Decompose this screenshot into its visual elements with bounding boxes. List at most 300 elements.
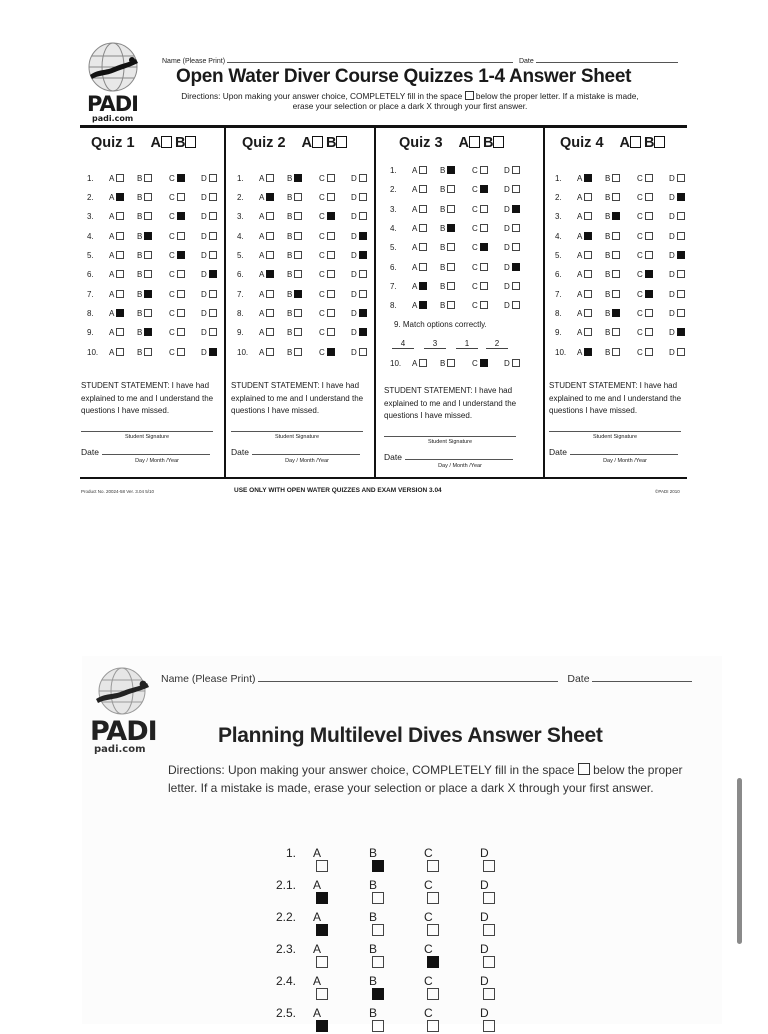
answer-checkbox[interactable] bbox=[427, 860, 439, 872]
answer-checkbox[interactable] bbox=[144, 290, 152, 298]
option-a bbox=[259, 212, 274, 221]
option-letter: D bbox=[504, 205, 510, 214]
answer-checkbox[interactable] bbox=[419, 359, 427, 367]
answer-checkbox[interactable] bbox=[144, 212, 152, 220]
answer-checkbox[interactable] bbox=[266, 309, 274, 317]
answer-checkbox[interactable] bbox=[512, 224, 520, 232]
answer-checkbox[interactable] bbox=[177, 174, 185, 182]
question-number: 4. bbox=[237, 232, 244, 241]
option-letter: C bbox=[169, 270, 175, 279]
answer-checkbox[interactable] bbox=[266, 270, 274, 278]
answer-checkbox[interactable] bbox=[447, 359, 455, 367]
form-a-checkbox[interactable] bbox=[630, 136, 641, 148]
answer-checkbox[interactable] bbox=[359, 251, 367, 259]
date-input-line[interactable] bbox=[102, 447, 210, 455]
option-b bbox=[605, 174, 620, 183]
question-number: 3. bbox=[555, 212, 562, 221]
answer-checkbox[interactable] bbox=[584, 251, 592, 259]
option-letter: D bbox=[351, 290, 357, 299]
answer-checkbox[interactable] bbox=[480, 205, 488, 213]
option-a bbox=[259, 174, 274, 183]
answer-checkbox[interactable] bbox=[177, 212, 185, 220]
answer-checkbox[interactable] bbox=[512, 166, 520, 174]
answer-checkbox[interactable] bbox=[612, 270, 620, 278]
answer-checkbox[interactable] bbox=[294, 290, 302, 298]
answer-checkbox[interactable] bbox=[645, 270, 653, 278]
answer-checkbox[interactable] bbox=[359, 193, 367, 201]
answer-checkbox[interactable] bbox=[483, 924, 495, 936]
answer-checkbox[interactable] bbox=[645, 251, 653, 259]
signature-line[interactable] bbox=[549, 431, 681, 432]
signature-line[interactable] bbox=[231, 431, 363, 432]
option-letter: B bbox=[137, 251, 143, 260]
answer-checkbox[interactable] bbox=[427, 988, 439, 1000]
answer-checkbox[interactable] bbox=[584, 309, 592, 317]
option-a bbox=[577, 174, 592, 183]
answer-checkbox[interactable] bbox=[645, 193, 653, 201]
option-b bbox=[440, 166, 455, 175]
answer-checkbox[interactable] bbox=[645, 212, 653, 220]
option-letter: D bbox=[201, 212, 207, 221]
option-b bbox=[605, 328, 620, 337]
answer-checkbox[interactable] bbox=[294, 212, 302, 220]
answer-checkbox[interactable] bbox=[209, 212, 217, 220]
answer-checkbox[interactable] bbox=[612, 309, 620, 317]
option-letter: C bbox=[319, 328, 325, 337]
answer-checkbox[interactable] bbox=[209, 348, 217, 356]
option-c bbox=[319, 290, 335, 299]
answer-checkbox[interactable] bbox=[612, 251, 620, 259]
option-letter: A bbox=[577, 251, 583, 260]
option-d bbox=[201, 290, 217, 299]
answer-checkbox[interactable] bbox=[645, 232, 653, 240]
option-a bbox=[109, 232, 124, 241]
answer-checkbox[interactable] bbox=[419, 205, 427, 213]
option-letter: C bbox=[169, 174, 175, 183]
answer-checkbox[interactable] bbox=[209, 251, 217, 259]
answer-checkbox[interactable] bbox=[512, 243, 520, 251]
answer-checkbox[interactable] bbox=[447, 263, 455, 271]
answer-checkbox[interactable] bbox=[327, 232, 335, 240]
answer-checkbox[interactable] bbox=[116, 270, 124, 278]
option-b bbox=[369, 1006, 384, 1034]
answer-checkbox[interactable] bbox=[144, 232, 152, 240]
answer-checkbox[interactable] bbox=[294, 251, 302, 259]
answer-checkbox[interactable] bbox=[359, 174, 367, 182]
option-letter: D bbox=[669, 290, 675, 299]
answer-checkbox[interactable] bbox=[419, 301, 427, 309]
answer-checkbox[interactable] bbox=[612, 174, 620, 182]
answer-checkbox[interactable] bbox=[209, 290, 217, 298]
option-a bbox=[259, 309, 274, 318]
answer-checkbox[interactable] bbox=[294, 193, 302, 201]
date-input-line[interactable] bbox=[570, 447, 678, 455]
answer-checkbox[interactable] bbox=[419, 243, 427, 251]
option-letter: A bbox=[109, 212, 115, 221]
answer-checkbox[interactable] bbox=[294, 309, 302, 317]
column-divider bbox=[374, 128, 376, 477]
answer-checkbox[interactable] bbox=[612, 232, 620, 240]
answer-checkbox[interactable] bbox=[327, 174, 335, 182]
answer-checkbox[interactable] bbox=[480, 301, 488, 309]
answer-checkbox[interactable] bbox=[209, 193, 217, 201]
option-letter: C bbox=[637, 212, 643, 221]
option-d bbox=[669, 328, 685, 337]
answer-checkbox[interactable] bbox=[116, 232, 124, 240]
answer-checkbox[interactable] bbox=[512, 205, 520, 213]
option-letter: A bbox=[109, 328, 115, 337]
form-version-b[interactable] bbox=[644, 135, 668, 151]
answer-checkbox[interactable] bbox=[209, 174, 217, 182]
date-input-line[interactable] bbox=[536, 55, 678, 63]
answer-checkbox[interactable] bbox=[359, 309, 367, 317]
answer-checkbox[interactable] bbox=[144, 309, 152, 317]
answer-checkbox[interactable] bbox=[372, 860, 384, 872]
answer-checkbox[interactable] bbox=[427, 1020, 439, 1032]
answer-checkbox[interactable] bbox=[612, 212, 620, 220]
answer-checkbox[interactable] bbox=[294, 174, 302, 182]
question-number: 5. bbox=[237, 251, 244, 260]
answer-checkbox[interactable] bbox=[327, 270, 335, 278]
question-number: 5. bbox=[555, 251, 562, 260]
question-number: 6. bbox=[87, 270, 94, 279]
answer-checkbox[interactable] bbox=[359, 328, 367, 336]
form-b-checkbox[interactable] bbox=[185, 136, 196, 148]
answer-checkbox[interactable] bbox=[359, 212, 367, 220]
answer-checkbox[interactable] bbox=[612, 290, 620, 298]
answer-checkbox[interactable] bbox=[447, 224, 455, 232]
option-b bbox=[287, 290, 302, 299]
answer-checkbox[interactable] bbox=[372, 924, 384, 936]
answer-checkbox[interactable] bbox=[480, 224, 488, 232]
answer-checkbox[interactable] bbox=[359, 348, 367, 356]
answer-checkbox[interactable] bbox=[116, 193, 124, 201]
answer-checkbox[interactable] bbox=[645, 348, 653, 356]
question-number: 5. bbox=[390, 243, 397, 252]
answer-checkbox[interactable] bbox=[584, 232, 592, 240]
answer-checkbox[interactable] bbox=[177, 328, 185, 336]
option-letter: A bbox=[412, 359, 418, 368]
answer-checkbox[interactable] bbox=[294, 270, 302, 278]
answer-checkbox[interactable] bbox=[480, 282, 488, 290]
answer-checkbox[interactable] bbox=[177, 309, 185, 317]
signature-line[interactable] bbox=[81, 431, 213, 432]
date-input-line[interactable] bbox=[592, 671, 692, 682]
form-version-b[interactable] bbox=[175, 135, 199, 151]
date-input-line[interactable] bbox=[405, 452, 513, 460]
form-a-checkbox[interactable] bbox=[161, 136, 172, 148]
answer-checkbox[interactable] bbox=[177, 232, 185, 240]
answer-checkbox[interactable] bbox=[677, 290, 685, 298]
answer-checkbox[interactable] bbox=[480, 243, 488, 251]
answer-checkbox[interactable] bbox=[645, 328, 653, 336]
answer-checkbox[interactable] bbox=[316, 956, 328, 968]
form-version-a[interactable] bbox=[302, 135, 326, 151]
answer-checkbox[interactable] bbox=[645, 309, 653, 317]
answer-checkbox[interactable] bbox=[316, 892, 328, 904]
answer-checkbox[interactable] bbox=[677, 193, 685, 201]
answer-checkbox[interactable] bbox=[677, 270, 685, 278]
form-a-checkbox[interactable] bbox=[469, 136, 480, 148]
form-b-checkbox[interactable] bbox=[654, 136, 665, 148]
answer-checkbox[interactable] bbox=[512, 185, 520, 193]
answer-checkbox[interactable] bbox=[419, 263, 427, 271]
answer-checkbox[interactable] bbox=[294, 328, 302, 336]
question-number: 7. bbox=[237, 290, 244, 299]
answer-checkbox[interactable] bbox=[512, 301, 520, 309]
answer-checkbox[interactable] bbox=[266, 232, 274, 240]
answer-checkbox[interactable] bbox=[327, 251, 335, 259]
option-letter: C bbox=[319, 309, 325, 318]
answer-checkbox[interactable] bbox=[116, 309, 124, 317]
answer-checkbox[interactable] bbox=[427, 956, 439, 968]
answer-checkbox[interactable] bbox=[177, 193, 185, 201]
answer-checkbox[interactable] bbox=[316, 924, 328, 936]
option-letter: B bbox=[605, 174, 611, 183]
answer-checkbox[interactable] bbox=[677, 212, 685, 220]
answer-checkbox[interactable] bbox=[177, 251, 185, 259]
answer-checkbox[interactable] bbox=[677, 328, 685, 336]
answer-checkbox[interactable] bbox=[327, 348, 335, 356]
quiz-title: Quiz 1 bbox=[91, 135, 135, 151]
option-letter: C bbox=[169, 232, 175, 241]
answer-checkbox[interactable] bbox=[177, 290, 185, 298]
option-letter: A bbox=[109, 251, 115, 260]
answer-checkbox[interactable] bbox=[327, 212, 335, 220]
match-answer[interactable]: 4 bbox=[392, 339, 414, 349]
answer-checkbox[interactable] bbox=[483, 988, 495, 1000]
scrollbar-thumb[interactable] bbox=[737, 778, 742, 944]
checkbox-example-icon bbox=[578, 763, 590, 775]
option-b bbox=[440, 205, 455, 214]
answer-checkbox[interactable] bbox=[372, 892, 384, 904]
answer-checkbox[interactable] bbox=[359, 270, 367, 278]
answer-checkbox[interactable] bbox=[266, 328, 274, 336]
question-number: 3. bbox=[237, 212, 244, 221]
answer-checkbox[interactable] bbox=[294, 232, 302, 240]
signature-label: Student Signature bbox=[427, 439, 473, 445]
answer-checkbox[interactable] bbox=[316, 1020, 328, 1032]
answer-checkbox[interactable] bbox=[584, 174, 592, 182]
answer-checkbox[interactable] bbox=[209, 309, 217, 317]
answer-checkbox[interactable] bbox=[483, 860, 495, 872]
answer-checkbox[interactable] bbox=[209, 232, 217, 240]
answer-checkbox[interactable] bbox=[116, 328, 124, 336]
answer-checkbox[interactable] bbox=[359, 232, 367, 240]
option-letter: B bbox=[287, 232, 293, 241]
answer-checkbox[interactable] bbox=[144, 251, 152, 259]
option-letter: C bbox=[637, 232, 643, 241]
form-version-b[interactable] bbox=[326, 135, 350, 151]
answer-checkbox[interactable] bbox=[116, 174, 124, 182]
option-c bbox=[319, 174, 335, 183]
answer-checkbox[interactable] bbox=[209, 270, 217, 278]
option-letter: A bbox=[412, 263, 418, 272]
answer-checkbox[interactable] bbox=[419, 185, 427, 193]
name-input-line[interactable] bbox=[258, 671, 558, 682]
copyright: ©PADI 2010 bbox=[655, 489, 680, 494]
option-letter: C bbox=[472, 282, 478, 291]
answer-checkbox[interactable] bbox=[480, 166, 488, 174]
answer-checkbox[interactable] bbox=[419, 224, 427, 232]
answer-checkbox[interactable] bbox=[327, 328, 335, 336]
answer-checkbox[interactable] bbox=[447, 243, 455, 251]
answer-checkbox[interactable] bbox=[327, 193, 335, 201]
match-answer[interactable]: 3 bbox=[424, 339, 446, 349]
form-version-b[interactable] bbox=[483, 135, 507, 151]
answer-checkbox[interactable] bbox=[327, 309, 335, 317]
form-version-a[interactable] bbox=[151, 135, 175, 151]
answer-checkbox[interactable] bbox=[512, 263, 520, 271]
option-b bbox=[605, 232, 620, 241]
answer-checkbox[interactable] bbox=[512, 282, 520, 290]
answer-checkbox[interactable] bbox=[483, 956, 495, 968]
answer-checkbox[interactable] bbox=[316, 988, 328, 1000]
answer-checkbox[interactable] bbox=[645, 290, 653, 298]
form-a-checkbox[interactable] bbox=[312, 136, 323, 148]
answer-checkbox[interactable] bbox=[144, 270, 152, 278]
option-a bbox=[109, 193, 124, 202]
answer-checkbox[interactable] bbox=[144, 348, 152, 356]
answer-checkbox[interactable] bbox=[144, 174, 152, 182]
option-d bbox=[504, 224, 520, 233]
question-number: 8. bbox=[555, 309, 562, 318]
match-answer[interactable]: 1 bbox=[456, 339, 478, 349]
form-b-checkbox[interactable] bbox=[336, 136, 347, 148]
option-letter: D bbox=[351, 232, 357, 241]
option-a bbox=[313, 974, 328, 1002]
quiz-title: Quiz 3 bbox=[399, 135, 443, 151]
answer-checkbox[interactable] bbox=[177, 270, 185, 278]
answer-checkbox[interactable] bbox=[419, 166, 427, 174]
answer-checkbox[interactable] bbox=[116, 348, 124, 356]
question-number: 1. bbox=[237, 174, 244, 183]
answer-checkbox[interactable] bbox=[584, 348, 592, 356]
answer-checkbox[interactable] bbox=[266, 251, 274, 259]
answer-checkbox[interactable] bbox=[447, 205, 455, 213]
answer-checkbox[interactable] bbox=[327, 290, 335, 298]
option-letter: B bbox=[287, 309, 293, 318]
answer-checkbox[interactable] bbox=[116, 212, 124, 220]
answer-checkbox[interactable] bbox=[512, 359, 520, 367]
option-d bbox=[201, 212, 217, 221]
option-a bbox=[412, 301, 427, 310]
answer-checkbox[interactable] bbox=[480, 359, 488, 367]
answer-checkbox[interactable] bbox=[480, 263, 488, 271]
option-letter: C bbox=[424, 1006, 433, 1020]
answer-checkbox[interactable] bbox=[447, 282, 455, 290]
answer-checkbox[interactable] bbox=[612, 328, 620, 336]
answer-checkbox[interactable] bbox=[677, 232, 685, 240]
answer-checkbox[interactable] bbox=[427, 924, 439, 936]
answer-checkbox[interactable] bbox=[677, 309, 685, 317]
form-b-checkbox[interactable] bbox=[493, 136, 504, 148]
answer-checkbox[interactable] bbox=[372, 1020, 384, 1032]
option-letter: C bbox=[472, 205, 478, 214]
answer-checkbox[interactable] bbox=[266, 348, 274, 356]
answer-checkbox[interactable] bbox=[116, 290, 124, 298]
answer-checkbox[interactable] bbox=[359, 290, 367, 298]
option-letter: B bbox=[605, 348, 611, 357]
answer-checkbox[interactable] bbox=[612, 193, 620, 201]
answer-checkbox[interactable] bbox=[584, 212, 592, 220]
option-letter: B bbox=[137, 290, 143, 299]
name-label: Name (Please Print) bbox=[162, 58, 226, 65]
answer-checkbox[interactable] bbox=[144, 328, 152, 336]
answer-checkbox[interactable] bbox=[266, 290, 274, 298]
answer-checkbox[interactable] bbox=[483, 892, 495, 904]
option-letter: D bbox=[504, 359, 510, 368]
answer-checkbox[interactable] bbox=[677, 348, 685, 356]
answer-checkbox[interactable] bbox=[294, 348, 302, 356]
option-d bbox=[201, 328, 217, 337]
answer-checkbox[interactable] bbox=[584, 193, 592, 201]
option-letter: A bbox=[313, 942, 322, 956]
option-b bbox=[440, 243, 455, 252]
option-d bbox=[351, 251, 367, 260]
option-letter: A bbox=[412, 205, 418, 214]
answer-checkbox[interactable] bbox=[677, 251, 685, 259]
answer-checkbox[interactable] bbox=[447, 185, 455, 193]
name-input-line[interactable] bbox=[227, 55, 513, 63]
answer-checkbox[interactable] bbox=[584, 270, 592, 278]
answer-checkbox[interactable] bbox=[584, 290, 592, 298]
answer-checkbox[interactable] bbox=[480, 185, 488, 193]
option-b bbox=[440, 301, 455, 310]
option-letter: A bbox=[313, 878, 322, 892]
answer-checkbox[interactable] bbox=[266, 193, 274, 201]
option-letter: B bbox=[287, 251, 293, 260]
answer-checkbox[interactable] bbox=[266, 174, 274, 182]
answer-checkbox[interactable] bbox=[645, 174, 653, 182]
answer-checkbox[interactable] bbox=[116, 251, 124, 259]
date-format-label: Day / Month /Year bbox=[438, 463, 482, 469]
answer-checkbox[interactable] bbox=[677, 174, 685, 182]
signature-line[interactable] bbox=[384, 436, 516, 437]
option-d bbox=[480, 910, 495, 938]
match-answer[interactable]: 2 bbox=[486, 339, 508, 349]
answer-checkbox[interactable] bbox=[177, 348, 185, 356]
option-letter: C bbox=[637, 290, 643, 299]
date-input-line[interactable] bbox=[252, 447, 360, 455]
form-version-a[interactable] bbox=[459, 135, 483, 151]
answer-checkbox[interactable] bbox=[483, 1020, 495, 1032]
question-number: 2.3. bbox=[275, 942, 296, 956]
option-letter: D bbox=[480, 1006, 489, 1020]
option-letter: C bbox=[637, 251, 643, 260]
answer-checkbox[interactable] bbox=[266, 212, 274, 220]
answer-checkbox[interactable] bbox=[612, 348, 620, 356]
question-number: 5. bbox=[87, 251, 94, 260]
answer-checkbox[interactable] bbox=[427, 892, 439, 904]
answer-checkbox[interactable] bbox=[209, 328, 217, 336]
option-letter: C bbox=[319, 270, 325, 279]
answer-checkbox[interactable] bbox=[144, 193, 152, 201]
option-b bbox=[287, 212, 302, 221]
option-d bbox=[201, 193, 217, 202]
option-b bbox=[287, 309, 302, 318]
answer-checkbox[interactable] bbox=[584, 328, 592, 336]
option-a bbox=[313, 910, 328, 938]
answer-checkbox[interactable] bbox=[447, 166, 455, 174]
form-version-a[interactable] bbox=[620, 135, 644, 151]
answer-checkbox[interactable] bbox=[447, 301, 455, 309]
answer-checkbox[interactable] bbox=[372, 988, 384, 1000]
question-number: 9. bbox=[87, 328, 94, 337]
answer-checkbox[interactable] bbox=[316, 860, 328, 872]
answer-checkbox[interactable] bbox=[372, 956, 384, 968]
answer-checkbox[interactable] bbox=[419, 282, 427, 290]
